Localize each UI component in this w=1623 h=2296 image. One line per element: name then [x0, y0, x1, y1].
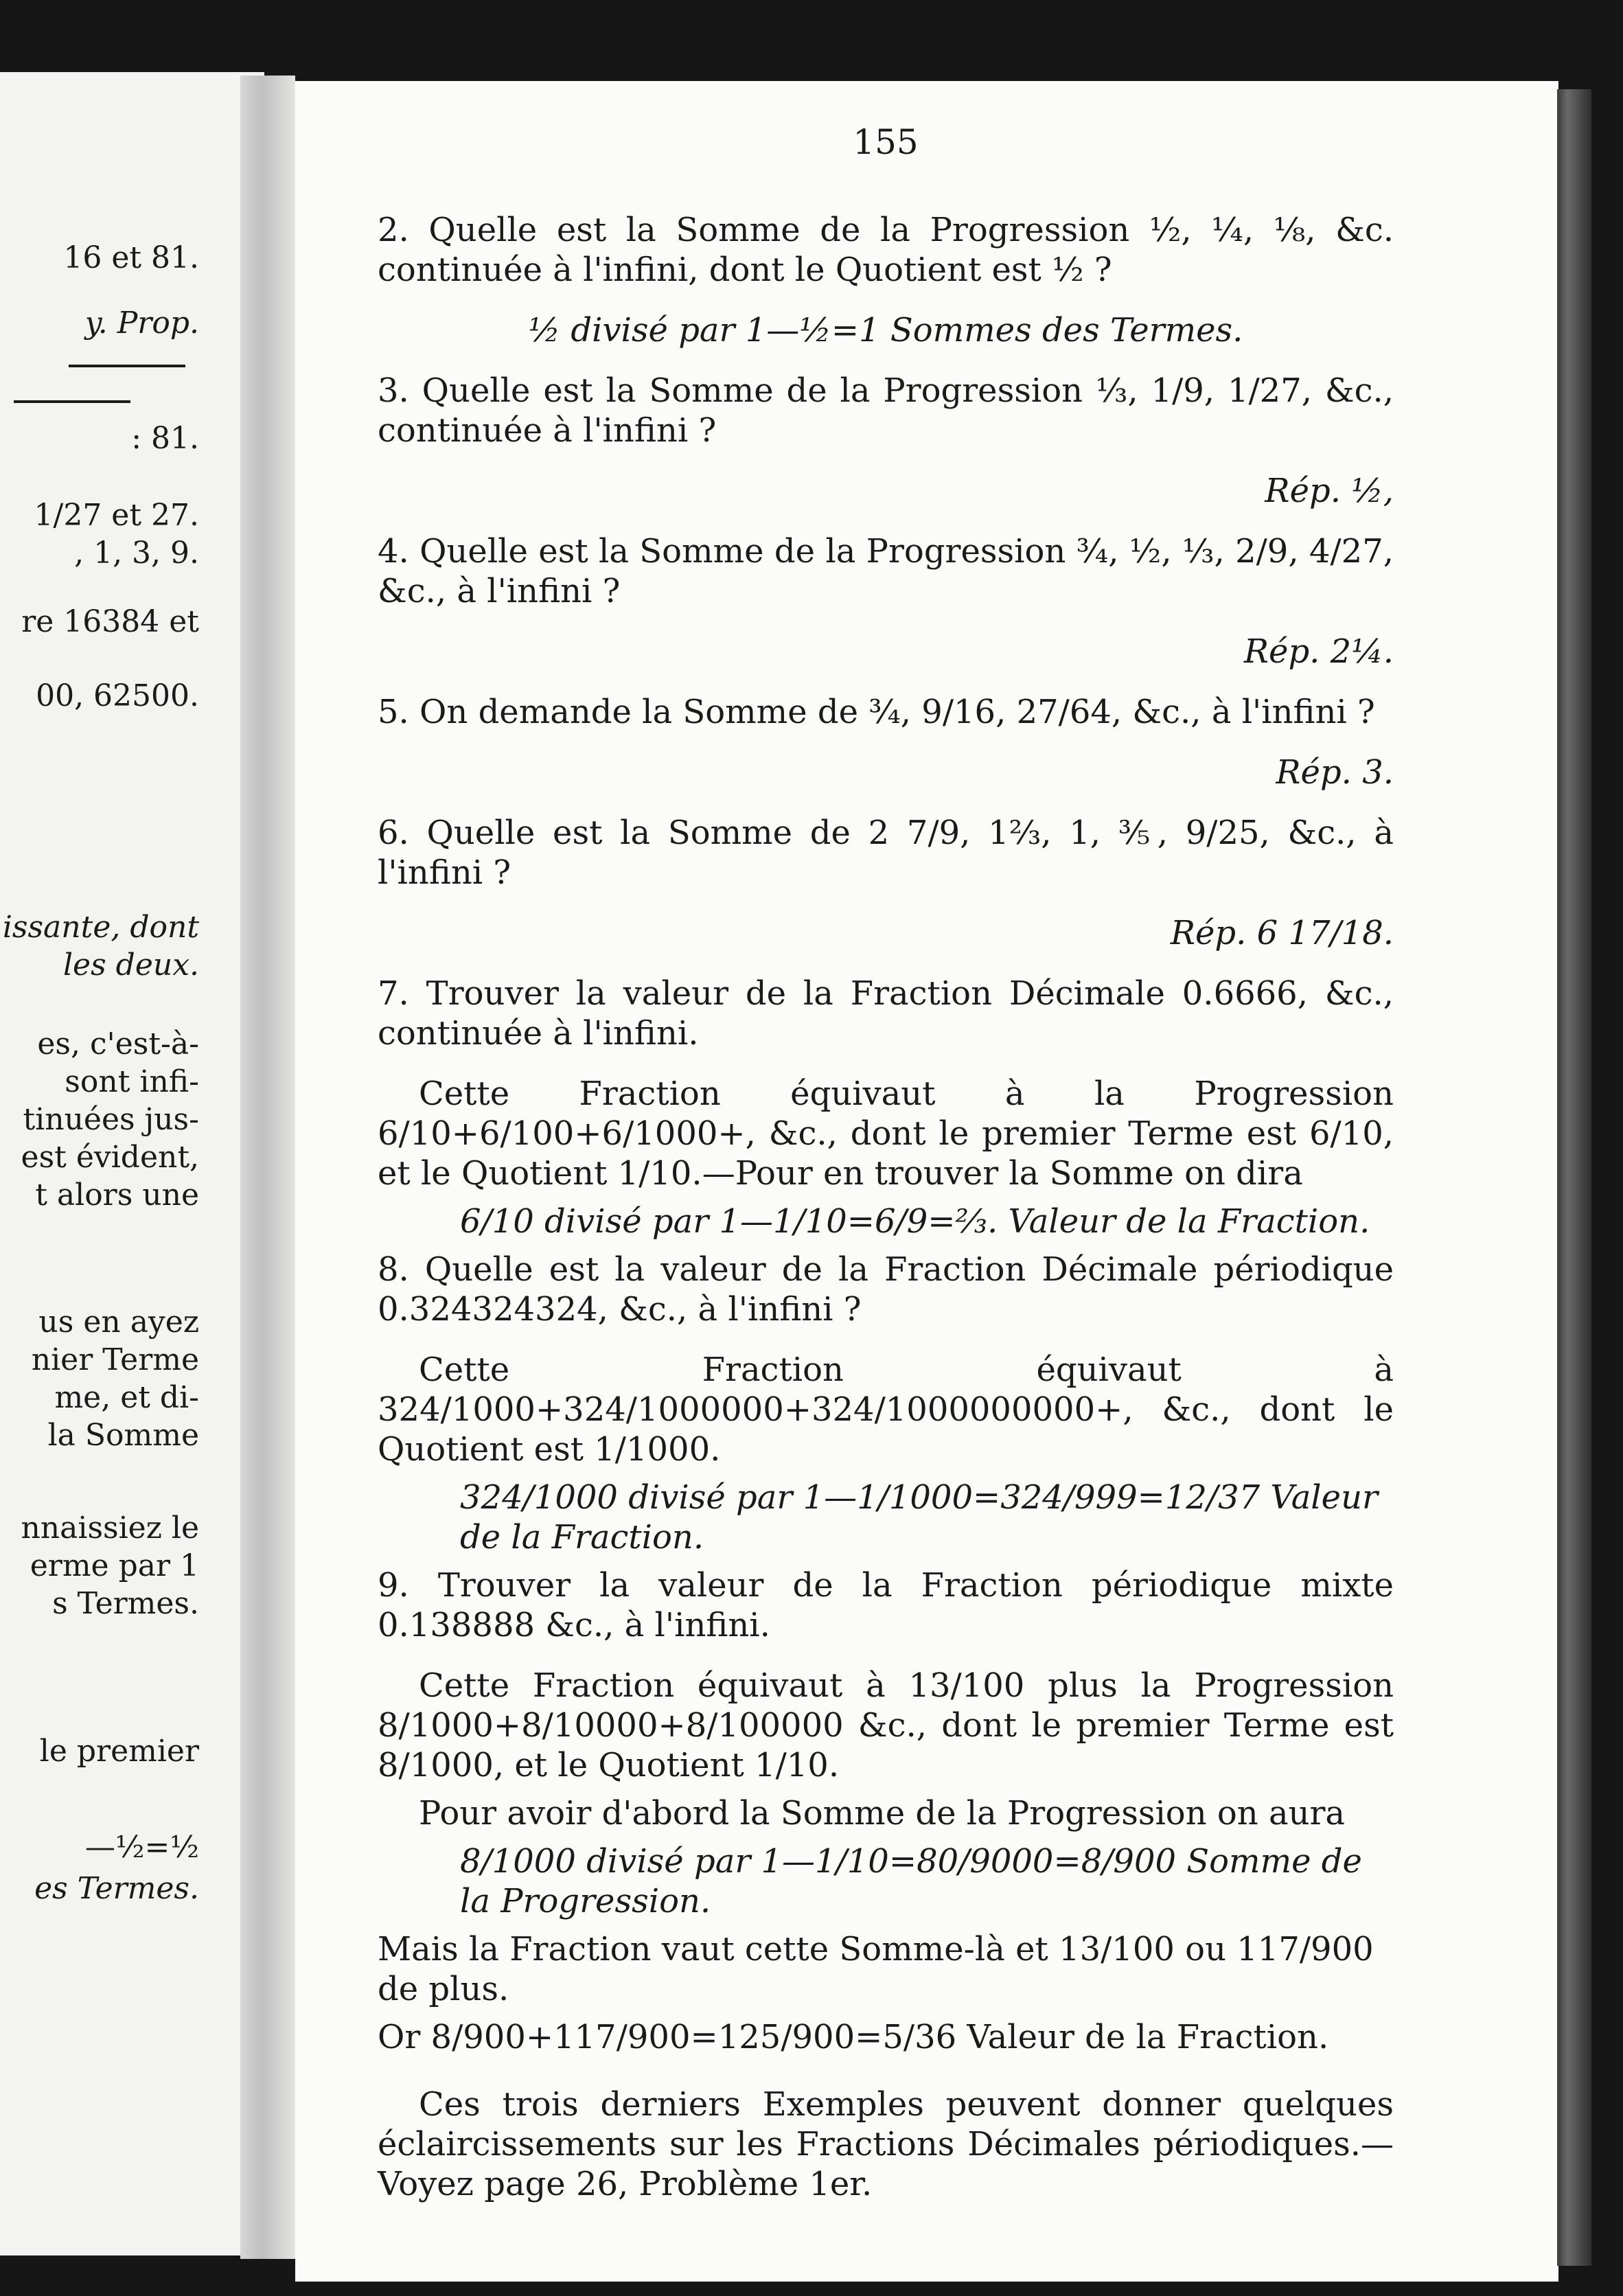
problem-9: 9. Trouver la valeur de la Fraction périodique mixte 0.138888 &c., à l'infini.	[378, 1566, 1394, 1644]
rule	[14, 400, 130, 403]
right-page	[295, 81, 1558, 2282]
left-fragment: nier Terme	[31, 1342, 199, 1377]
left-fragment: es Termes.	[34, 1871, 199, 1906]
problem-6: 6. Quelle est la Somme de 2 7/9, 1⅔, 1, ⅗, 9/25, &c., à l'infini ?	[378, 814, 1394, 892]
left-fragment: es, c'est-à-	[37, 1026, 199, 1061]
computation-9a: 8/1000 divisé par 1—1/10=80/9000=8/900 Somme de la Progression.	[460, 1842, 1362, 1920]
page-content	[378, 122, 1394, 2204]
left-fragment: 1/27 et 27.	[34, 498, 199, 533]
solution-2: ½ divisé par 1—½=1 Sommes des Termes.	[528, 311, 1243, 349]
left-fragment: : 81.	[131, 421, 199, 456]
rule	[69, 365, 185, 367]
left-fragment: 00, 62500.	[36, 678, 199, 713]
explanation-9: Cette Fraction équivaut à 13/100 plus la Progression 8/1000+8/10000+8/100000 &c., dont le premier Terme est 8/1000, et le Quotient 1/10.	[378, 1666, 1394, 1784]
left-fragment: me, et di-	[54, 1380, 199, 1415]
left-fragment: erme par 1	[30, 1548, 199, 1583]
page-number: 155	[853, 122, 919, 162]
left-fragment: y. Prop.	[84, 306, 199, 341]
closing-note: Ces trois derniers Exemples peuvent donner quelques éclaircissements sur les Fractions Décimales périodiques.—Voyez page 26, Problème 1er.	[378, 2085, 1394, 2203]
problem-7: 7. Trouver la valeur de la Fraction Décimale 0.6666, &c., continuée à l'infini.	[378, 974, 1394, 1053]
left-fragment: sont infi-	[65, 1064, 199, 1099]
answer-5: Rép. 3.	[1276, 753, 1394, 792]
left-fragment: nnaissiez le	[21, 1511, 199, 1546]
explanation-9b: Pour avoir d'abord la Somme de la Progression on aura	[419, 1794, 1346, 1833]
computation-9b: Mais la Fraction vaut cette Somme-là et 13/100 ou 117/900 de plus.	[378, 1930, 1374, 2008]
problem-3: 3. Quelle est la Somme de la Progression ⅓, 1/9, 1/27, &c., continuée à l'infini ?	[378, 371, 1394, 450]
answer-6: Rép. 6 17/18.	[1170, 914, 1394, 952]
book-gutter	[240, 76, 295, 2259]
answer-4: Rép. 2¼.	[1243, 632, 1394, 671]
answer-3: Rép. ½,	[1265, 472, 1394, 510]
left-fragment: —½=½	[84, 1830, 199, 1865]
left-fragment: re 16384 et	[21, 604, 199, 639]
left-fragment: tinuées jus-	[23, 1102, 199, 1137]
left-fragment: le premier	[39, 1734, 199, 1769]
left-fragment: 16 et 81.	[63, 240, 199, 275]
explanation-7: Cette Fraction équivaut à la Progression 6/10+6/100+6/1000+, &c., dont le premier Terme est 6/10, et le Quotient 1/10.—Pour en trouver la Somme on dira	[378, 1075, 1394, 1193]
computation-8: 324/1000 divisé par 1—1/1000=324/999=12/37 Valeur de la Fraction.	[460, 1478, 1378, 1557]
left-fragment: s Termes.	[52, 1586, 199, 1621]
explanation-8: Cette Fraction équivaut à 324/1000+324/1000000+324/1000000000+, &c., dont le Quotient est 1/1000.	[378, 1351, 1394, 1469]
computation-9c: Or 8/900+117/900=125/900=5/36 Valeur de la Fraction.	[378, 2018, 1329, 2056]
left-fragment: issante, dont	[2, 910, 199, 945]
computation-7: 6/10 divisé par 1—1/10=6/9=⅔. Valeur de la Fraction.	[460, 1202, 1370, 1241]
problem-8: 8. Quelle est la valeur de la Fraction Décimale périodique 0.324324324, &c., à l'infini ?	[378, 1250, 1394, 1329]
problem-5: 5. On demande la Somme de ¾, 9/16, 27/64, &c., à l'infini ?	[378, 693, 1375, 731]
left-fragment: , 1, 3, 9.	[74, 536, 199, 571]
page-edge	[1557, 89, 1591, 2266]
problem-4: 4. Quelle est la Somme de la Progression ¾, ½, ⅓, 2/9, 4/27, &c., à l'infini ?	[378, 532, 1394, 610]
left-fragment: est évident,	[21, 1140, 199, 1175]
left-page-fragment	[0, 72, 264, 2255]
problem-2: 2. Quelle est la Somme de la Progression ½, ¼, ⅛, &c. continuée à l'infini, dont le Quotient est ½ ?	[378, 211, 1394, 289]
left-fragment: la Somme	[47, 1418, 199, 1453]
left-fragment: les deux.	[62, 948, 199, 983]
left-fragment: t alors une	[35, 1178, 199, 1213]
left-fragment: us en ayez	[38, 1305, 199, 1340]
